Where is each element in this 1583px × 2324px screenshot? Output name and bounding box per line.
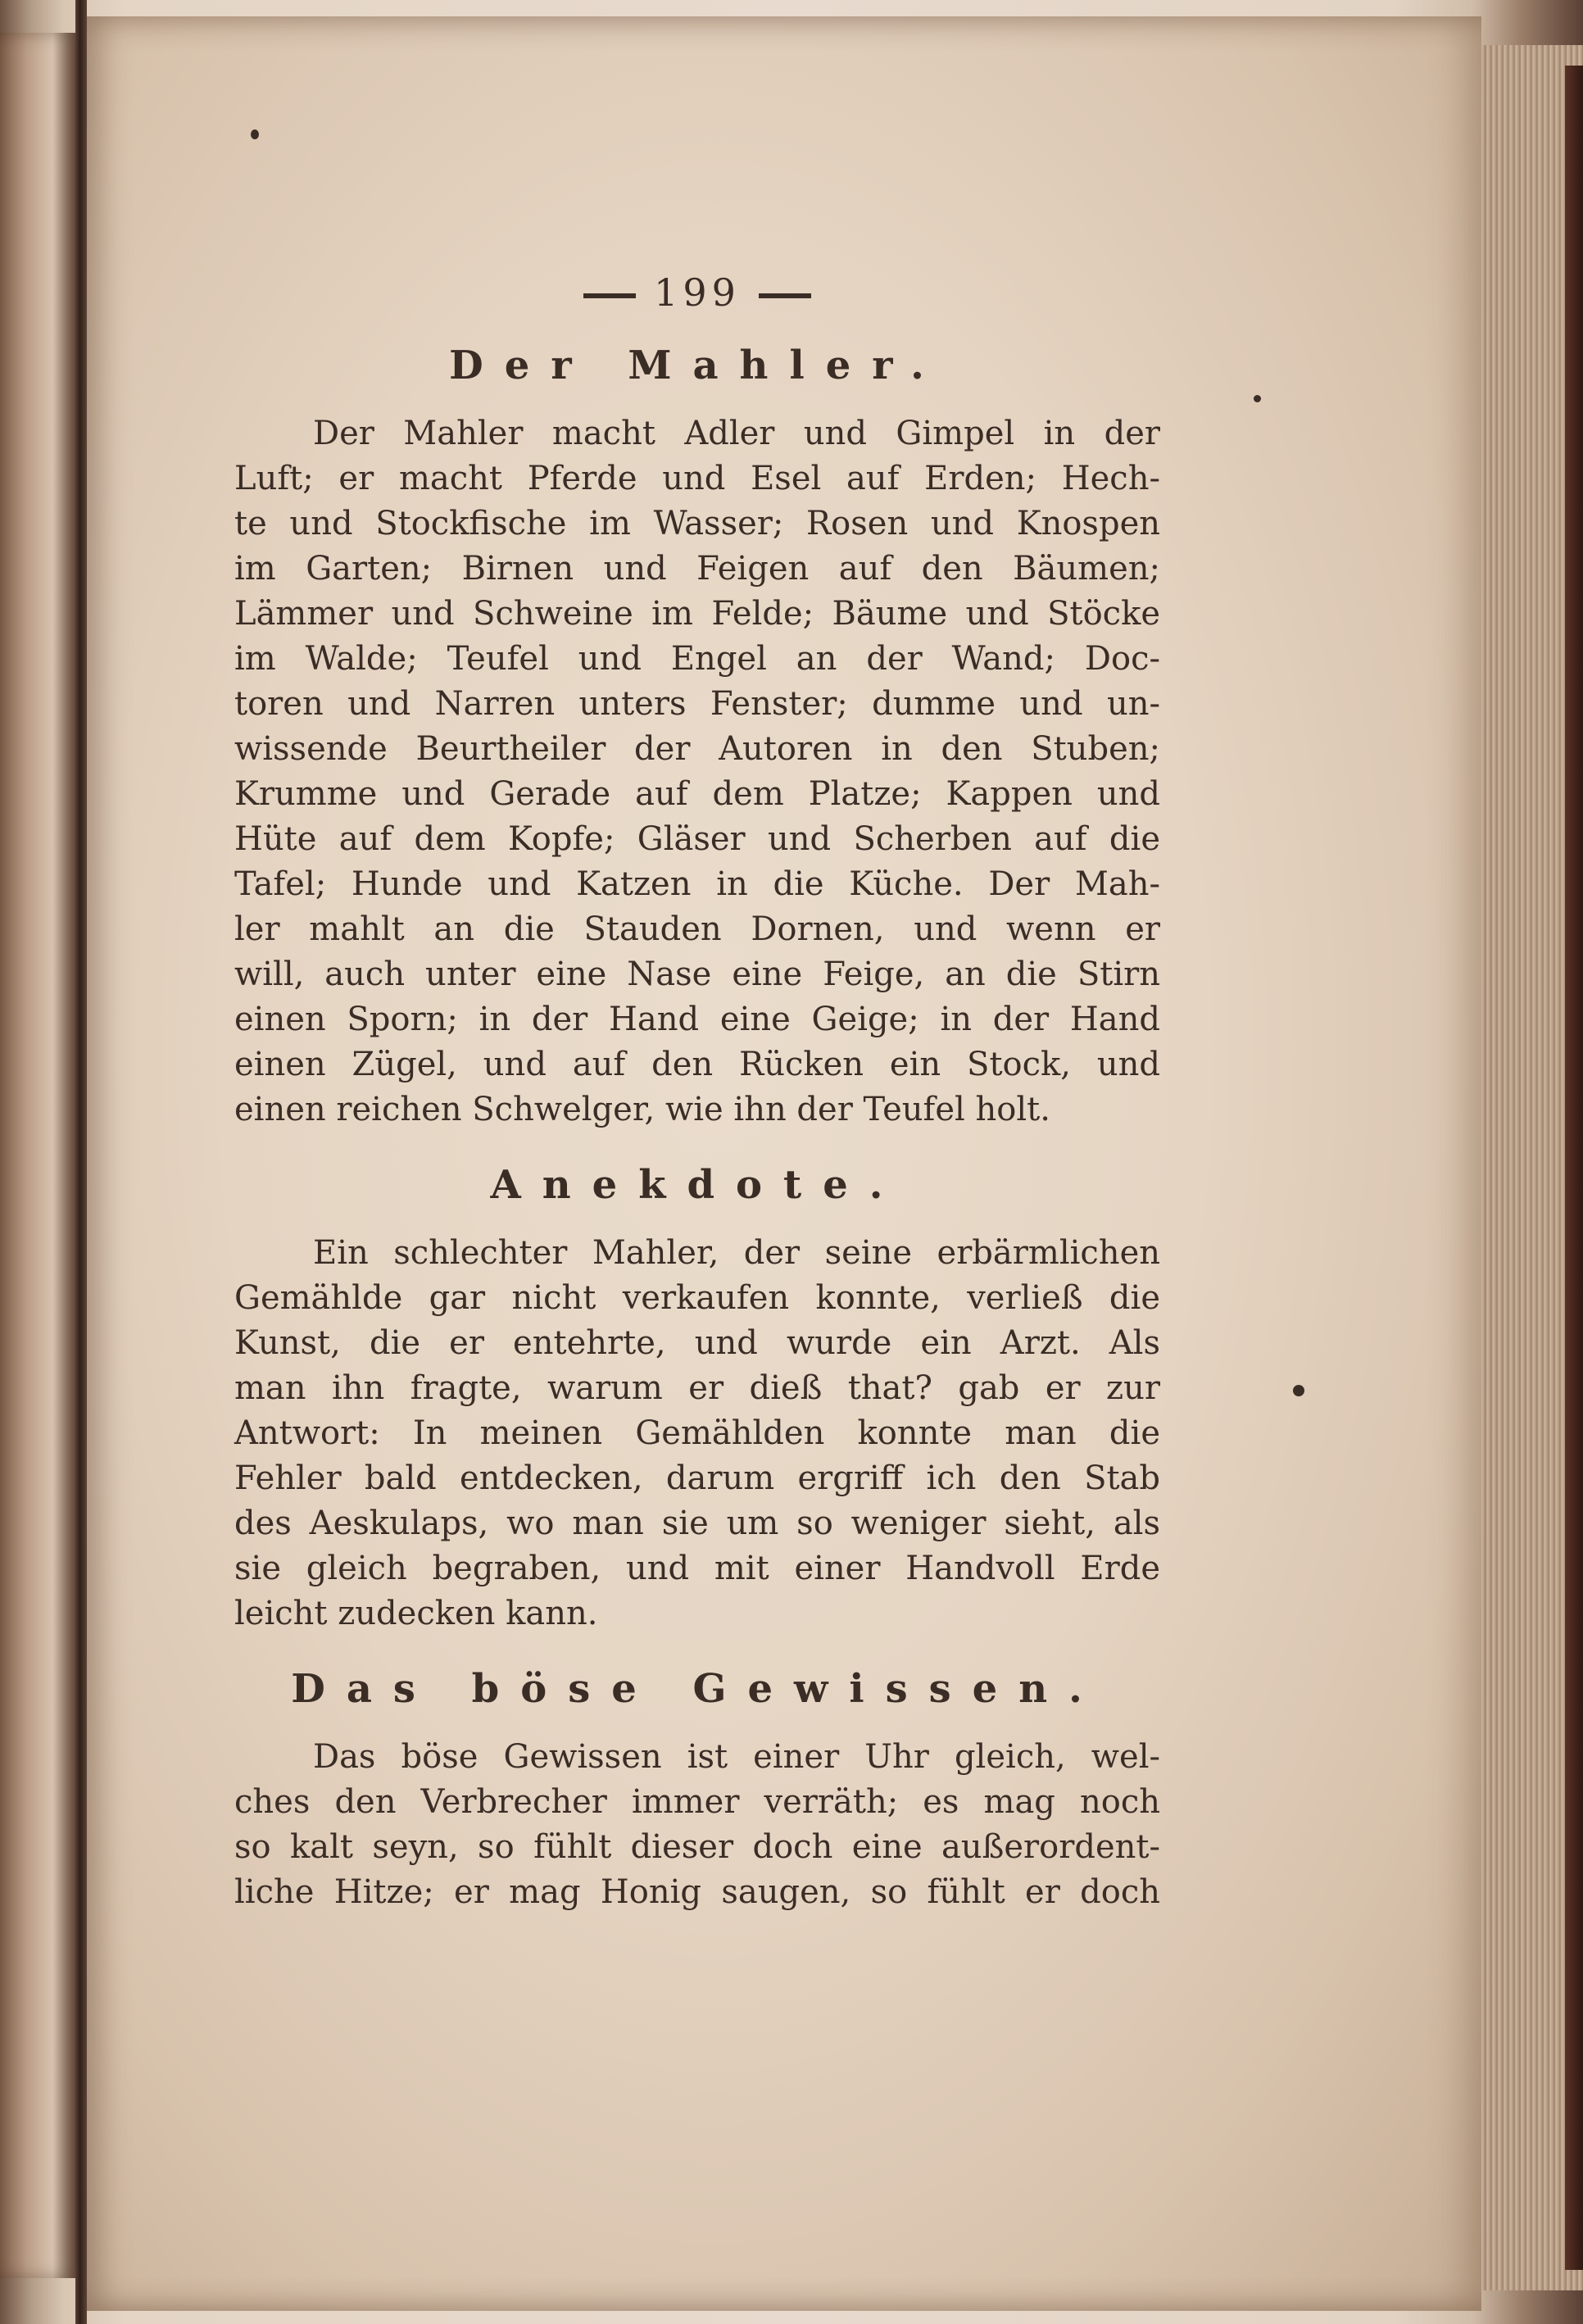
section-anekdote <box>234 1162 1160 1636</box>
text-line: Hüte auf dem Kopfe; Gläser und Scherben auf die <box>234 820 1160 858</box>
text-line: einen Sporn; in der Hand eine Geige; in der Hand <box>234 1001 1160 1038</box>
text-line: einen Zügel, und auf den Rücken ein Stock, und <box>234 1046 1160 1083</box>
text-line: ches den Verbrecher immer verräth; es mag noch <box>234 1783 1160 1821</box>
page-text <box>234 270 1160 1915</box>
ink-spot <box>251 129 259 139</box>
text-line: wissende Beurtheiler der Autoren in den Stuben; <box>234 730 1160 768</box>
text-line: im Garten; Birnen und Feigen auf den Bäumen; <box>234 550 1160 588</box>
text-line: man ihn fragte, warum er dieß that? gab er zur <box>234 1369 1160 1407</box>
left-page-edge <box>0 33 75 2278</box>
section-title: Das böse Gewissen. <box>291 1666 1104 1712</box>
section-gap <box>234 1636 1160 1666</box>
text-line: Das böse Gewissen ist einer Uhr gleich, wel- <box>313 1738 1160 1776</box>
section-gap <box>234 1132 1160 1162</box>
text-line: ler mahlt an die Stauden Dornen, und wenn er <box>234 910 1160 948</box>
text-line: im Walde; Teufel und Engel an der Wand; Doc- <box>234 640 1160 678</box>
text-line: Krumme und Gerade auf dem Platze; Kappen und <box>234 775 1160 813</box>
text-line: toren und Narren unters Fenster; dumme und un- <box>234 685 1160 723</box>
ink-spot <box>1254 395 1261 402</box>
book-gutter <box>75 0 87 2324</box>
text-line: liche Hitze; er mag Honig saugen, so fühlt er doch <box>234 1873 1160 1911</box>
section-der-mahler <box>234 343 1160 1132</box>
text-line: einen reichen Schwelger, wie ihn der Teufel holt. <box>234 1091 1050 1128</box>
text-line: des Aeskulaps, wo man sie um so weniger sieht, als <box>234 1505 1160 1542</box>
text-line: leicht zudecken kann. <box>234 1595 598 1632</box>
running-head <box>234 270 1160 315</box>
ink-spot <box>1293 1385 1304 1396</box>
text-line: Fehler bald entdecken, darum ergriff ich den Stab <box>234 1459 1160 1497</box>
text-line: so kalt seyn, so fühlt dieser doch eine außerordent- <box>234 1828 1160 1866</box>
section-das-boese-gewissen <box>234 1666 1160 1915</box>
text-line: will, auch unter eine Nase eine Feige, an die Stirn <box>234 955 1160 993</box>
text-line: sie gleich begraben, und mit einer Handvoll Erde <box>234 1550 1160 1587</box>
text-line: Antwort: In meinen Gemählden konnte man die <box>234 1414 1160 1452</box>
text-line: Tafel; Hunde und Katzen in die Küche. Der Mah- <box>234 865 1160 903</box>
text-line: Kunst, die er entehrte, und wurde ein Arzt. Als <box>234 1324 1160 1362</box>
text-line: te und Stockfische im Wasser; Rosen und Knospen <box>234 505 1160 542</box>
section-title: Anekdote. <box>490 1162 905 1208</box>
page-number: 199 <box>654 270 741 315</box>
right-dash <box>759 293 811 298</box>
text-line: Der Mahler macht Adler und Gimpel in der <box>313 415 1160 452</box>
text-line: Gemählde gar nicht verkaufen konnte, verließ die <box>234 1279 1160 1317</box>
text-line: Ein schlechter Mahler, der seine erbärmlichen <box>313 1234 1160 1272</box>
section-title: Der Mahler. <box>449 343 946 388</box>
text-line: Luft; er macht Pferde und Esel auf Erden; Hech- <box>234 460 1160 497</box>
text-line: Lämmer und Schweine im Felde; Bäume und Stöcke <box>234 595 1160 633</box>
left-dash <box>583 293 636 298</box>
cover-edge <box>1565 66 1583 2270</box>
